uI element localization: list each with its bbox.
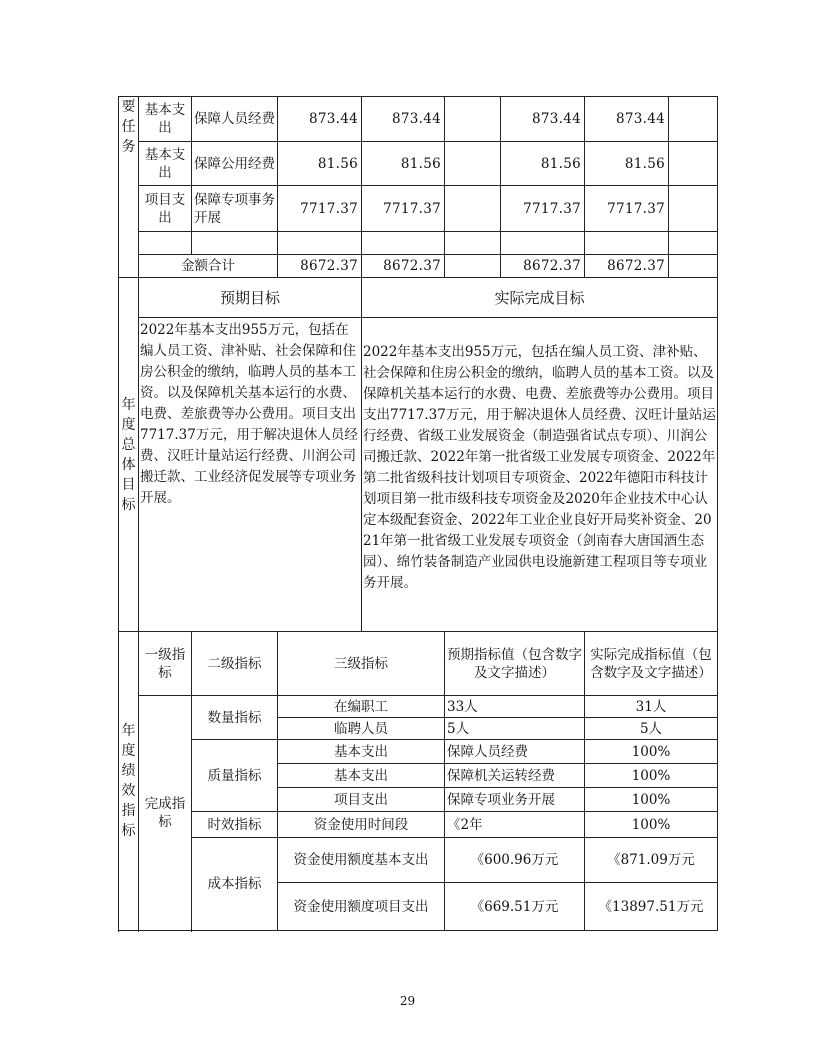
total-value <box>445 255 501 278</box>
task-value: 7717.37 <box>585 186 669 232</box>
task-value: 81.56 <box>501 142 585 186</box>
budget-table <box>118 96 718 931</box>
indicator-row <box>119 812 718 838</box>
performance-label: 年 度 绩 效 指 标 <box>119 632 139 931</box>
task-value: 7717.37 <box>362 186 445 232</box>
document-page <box>118 96 717 931</box>
level3-value: 基本支出 <box>278 740 445 764</box>
level3-value: 在编职工 <box>278 696 445 718</box>
page-number: 29 <box>399 994 416 1008</box>
task-row <box>119 97 718 142</box>
task-value: 873.44 <box>585 97 669 142</box>
task-value: 81.56 <box>362 142 445 186</box>
expected-value: 保障专项业务开展 <box>445 788 585 812</box>
expected-value: 《2年 <box>445 812 585 838</box>
actual-value: 100% <box>585 812 718 838</box>
level3-value: 基本支出 <box>278 764 445 788</box>
goal-header-row <box>119 278 718 318</box>
task-row <box>119 142 718 186</box>
indicator-row <box>119 696 718 718</box>
expected-value: 《600.96万元 <box>445 838 585 883</box>
actual-value: 100% <box>585 740 718 764</box>
indicator-row <box>119 838 718 883</box>
actual-value-header: 实际完成指标值（包含数字及文字描述） <box>585 632 718 696</box>
level3-value: 资金使用额度基本支出 <box>278 838 445 883</box>
indicator-row <box>119 740 718 764</box>
expected-value: 5人 <box>445 718 585 740</box>
empty-cell <box>669 232 718 255</box>
task-type: 项目支出 <box>139 186 192 232</box>
task-type: 基本支出 <box>139 97 192 142</box>
total-value <box>669 255 718 278</box>
task-value <box>445 186 501 232</box>
level3-value: 临聘人员 <box>278 718 445 740</box>
task-value <box>445 142 501 186</box>
expected-value-header: 预期指标值（包含数字及文字描述） <box>445 632 585 696</box>
task-content: 保障人员经费 <box>192 97 278 142</box>
actual-value: 100% <box>585 764 718 788</box>
level3-value: 项目支出 <box>278 788 445 812</box>
actual-goal-text: 2022年基本支出955万元，包括在编人员工资、津补贴、社会保障和住房公积金的缴纳，临聘人员的基本工资。以及保障机关基本运行的水费、电费、差旅费等办公费用。项目支出7717.37万元，用于解决退休人员经费、汉旺计量站运行经费、省级工业发展资金（制造强省试点专项）、川润公司搬迁款、2022年第一批省级工业发展专项资金、2022年第二批省级科技计划项目专项资金、2022年德阳市科技计划项目第一批市级科技专项资金及2020年企业技术中心认定本级配套资金、2022年工业企业良好开局奖补资金、2021年第一批省级工业发展专项资金（剑南春大唐国酒生态园）、绵竹装备制造产业园供电设施新建工程项目等专项业务开展。 <box>362 318 718 632</box>
empty-cell <box>445 232 501 255</box>
task-value: 873.44 <box>278 97 362 142</box>
empty-cell <box>139 232 192 255</box>
task-value <box>669 142 718 186</box>
empty-cell <box>278 232 362 255</box>
task-type: 基本支出 <box>139 142 192 186</box>
actual-goal-header: 实际完成目标 <box>362 278 718 318</box>
task-empty-row <box>119 232 718 255</box>
expected-value: 《669.51万元 <box>445 883 585 931</box>
task-value: 81.56 <box>585 142 669 186</box>
empty-cell <box>501 232 585 255</box>
level1-header: 一级指标 <box>139 632 192 696</box>
total-value: 8672.37 <box>501 255 585 278</box>
task-value <box>669 186 718 232</box>
task-content: 保障公用经费 <box>192 142 278 186</box>
task-value <box>445 97 501 142</box>
actual-value: 100% <box>585 788 718 812</box>
expected-value: 保障机关运转经费 <box>445 764 585 788</box>
total-value: 8672.37 <box>585 255 669 278</box>
expected-goal-header: 预期目标 <box>139 278 362 318</box>
indicator-header-row <box>119 632 718 696</box>
task-total-row <box>119 255 718 278</box>
task-row <box>119 186 718 232</box>
total-label: 金额合计 <box>139 255 278 278</box>
expected-value: 33人 <box>445 696 585 718</box>
goal-label: 年 度 总 体 目 标 <box>119 278 139 632</box>
task-value: 7717.37 <box>278 186 362 232</box>
goal-content-row <box>119 318 718 632</box>
actual-value: 《13897.51万元 <box>585 883 718 931</box>
task-value: 7717.37 <box>501 186 585 232</box>
level3-value: 资金使用时间段 <box>278 812 445 838</box>
total-value: 8672.37 <box>362 255 445 278</box>
level2-value: 数量指标 <box>192 696 278 740</box>
empty-cell <box>362 232 445 255</box>
level1-value: 完成指标 <box>139 696 192 931</box>
level2-value: 成本指标 <box>192 838 278 931</box>
level2-value: 时效指标 <box>192 812 278 838</box>
expected-goal-text: 2022年基本支出955万元，包括在编人员工资、津补贴、社会保障和住房公积金的缴纳，临聘人员的基本工资。以及保障机关基本运行的水费、电费、差旅费等办公费用。项目支出7717.37万元，用于解决退休人员经费、汉旺计量站运行经费、川润公司搬迁款、工业经济促发展等专项业务开展。 <box>139 318 362 632</box>
level2-header: 二级指标 <box>192 632 278 696</box>
actual-value: 5人 <box>585 718 718 740</box>
actual-value: 《871.09万元 <box>585 838 718 883</box>
level2-value: 质量指标 <box>192 740 278 812</box>
task-content: 保障专项事务开展 <box>192 186 278 232</box>
task-label: 要 任 务 <box>119 97 139 278</box>
level3-value: 资金使用额度项目支出 <box>278 883 445 931</box>
expected-value: 保障人员经费 <box>445 740 585 764</box>
task-value: 873.44 <box>362 97 445 142</box>
empty-cell <box>192 232 278 255</box>
empty-cell <box>585 232 669 255</box>
level3-header: 三级指标 <box>278 632 445 696</box>
task-value: 81.56 <box>278 142 362 186</box>
task-value <box>669 97 718 142</box>
task-value: 873.44 <box>501 97 585 142</box>
actual-value: 31人 <box>585 696 718 718</box>
total-value: 8672.37 <box>278 255 362 278</box>
